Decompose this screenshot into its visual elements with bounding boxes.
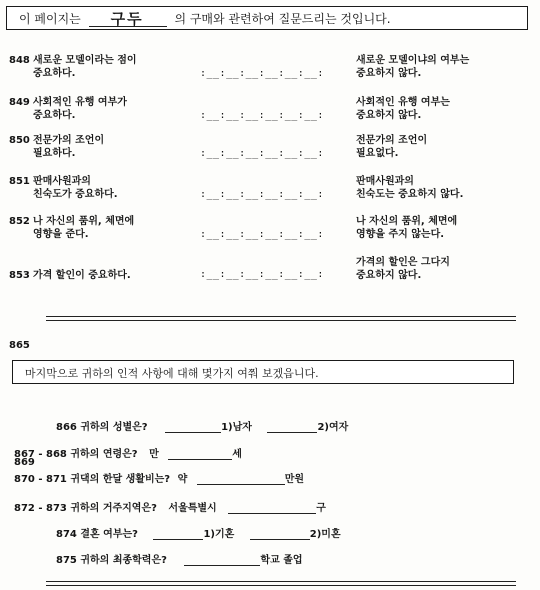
item-left-text: 새로운 모델이라는 점이 중요하다.: [33, 55, 137, 79]
divider-2: [46, 581, 516, 586]
region-question: 872 - 873 귀하의 거주지역은? 서울특별시 구: [14, 503, 326, 514]
item-853-right: 가격의 할인은 그다지 중요하지 않다.: [356, 257, 450, 281]
living-cost-question: 870 - 871 귀댁의 한달 생활비는? 약 만원: [14, 474, 305, 485]
marital-question: 874 결혼 여부는? 1)기혼 2)미혼: [56, 529, 341, 540]
item-849: 849 사회적인 유행 여부가 중요하다.: [9, 97, 127, 121]
product-blank[interactable]: [89, 10, 167, 28]
gender-female-blank[interactable]: [267, 421, 317, 433]
rating-scale-851[interactable]: :__:__:__:__:__:__:: [200, 189, 324, 200]
item-869: 869: [14, 457, 35, 468]
age-blank[interactable]: [168, 448, 232, 460]
rating-scale-852[interactable]: :__:__:__:__:__:__:: [200, 229, 324, 240]
living-cost-blank[interactable]: [197, 473, 285, 485]
gender-male-blank[interactable]: [165, 421, 221, 433]
item-850-right: 전문가의 조언이 필요없다.: [356, 135, 428, 159]
intro-box: [12, 360, 514, 384]
rating-scale-850[interactable]: :__:__:__:__:__:__:: [200, 148, 324, 159]
item-848-right: 새로운 모델이냐의 여부는 중요하지 않다.: [356, 55, 470, 79]
item-853: 853 가격 할인이 중요하다.: [9, 270, 131, 281]
section-number: 865: [9, 340, 30, 351]
header-row: [19, 10, 391, 27]
rating-scale-848[interactable]: :__:__:__:__:__:__:: [200, 68, 324, 79]
header-before: 이 페이지는: [19, 12, 81, 26]
item-851-right: 판매사원과의 친숙도는 중요하지 않다.: [356, 176, 464, 200]
education-blank[interactable]: [184, 554, 260, 566]
married-blank[interactable]: [153, 528, 203, 540]
divider-1: [46, 316, 516, 321]
intro-text: 마지막으로 귀하의 인적 사항에 대해 몇가지 여쭤 보겠읍니다.: [25, 367, 319, 380]
item-850: 850 전문가의 조언이 필요하다.: [9, 135, 105, 159]
item-851: 851 판매사원과의 친숙도가 중요하다.: [9, 176, 118, 200]
item-852: 852 나 자신의 품위, 체면에 영향을 준다.: [9, 216, 135, 240]
age-question: 867 - 868 귀하의 연령은? 만 세: [14, 449, 242, 460]
handwritten-product: 구두: [110, 10, 144, 28]
region-blank[interactable]: [228, 502, 316, 514]
header-box: [6, 6, 528, 30]
item-849-right: 사회적인 유행 여부는 중요하지 않다.: [356, 97, 450, 121]
item-848: 848 새로운 모델이라는 점이 중요하다.: [9, 55, 137, 79]
rating-scale-853[interactable]: :__:__:__:__:__:__:: [200, 269, 324, 280]
education-question: 875 귀하의 최종학력은? 학교 졸업: [56, 555, 303, 566]
item-852-right: 나 자신의 품위, 체면에 영향을 주지 않는다.: [356, 216, 458, 240]
header-after: 의 구매와 관련하여 질문드리는 것입니다.: [174, 12, 391, 26]
gender-question: 866 귀하의 성별은? 1)남자 2)여자: [56, 422, 349, 433]
rating-scale-849[interactable]: :__:__:__:__:__:__:: [200, 110, 324, 121]
single-blank[interactable]: [250, 528, 310, 540]
